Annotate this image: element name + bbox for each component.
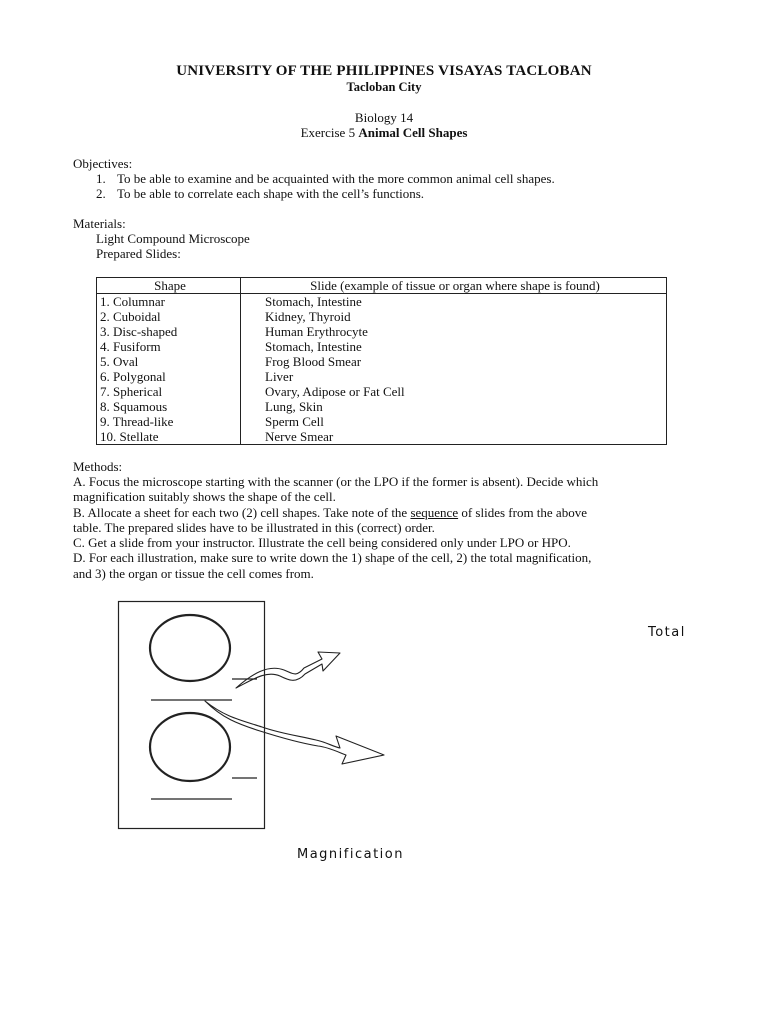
slide-cell: Lung, Skin <box>265 399 323 414</box>
slide-cell: Nerve Smear <box>265 429 334 444</box>
slide-cell: Stomach, Intestine <box>265 339 362 354</box>
materials-heading: Materials: <box>73 216 126 231</box>
objectives-heading: Objectives: <box>73 156 133 171</box>
label-total: Total <box>648 625 686 640</box>
shape-cell: 6. Polygonal <box>97 369 241 384</box>
objective-text: To be able to examine and be acquainted with the more common animal cell shapes. <box>117 171 555 186</box>
table-row <box>97 369 667 384</box>
slide-cell: Liver <box>265 369 294 384</box>
objective-number: 1. <box>96 171 106 186</box>
slide-cell: Sperm Cell <box>265 414 324 429</box>
shape-cell: 1. Columnar <box>97 294 241 310</box>
university-name: UNIVERSITY OF THE PHILIPPINES VISAYAS TACLOBAN <box>176 63 592 79</box>
objective-text: To be able to correlate each shape with the cell’s functions. <box>117 186 424 201</box>
table-row <box>97 294 667 310</box>
shape-cell: 5. Oval <box>97 354 241 369</box>
method-d-line1: D. For each illustration, make sure to write down the 1) shape of the cell, 2) the total magnification, <box>73 550 592 565</box>
cell-circle-top <box>150 615 230 681</box>
methods-heading: Methods: <box>73 459 123 474</box>
label-magnification: Magnification <box>297 847 404 862</box>
shape-cell: 7. Spherical <box>97 384 241 399</box>
method-c: C. Get a slide from your instructor. Illustrate the cell being considered only under LPO or HPO. <box>73 535 571 550</box>
slide-cell: Stomach, Intestine <box>265 294 362 309</box>
method-a-line2: magnification suitably shows the shape of the cell. <box>73 489 336 504</box>
shape-cell: 3. Disc-shaped <box>97 324 241 339</box>
slide-cell: Human Erythrocyte <box>265 324 368 339</box>
sequence-underlined: sequence <box>410 505 459 520</box>
slides-table <box>96 277 667 445</box>
arrow-bottom <box>205 701 384 764</box>
table-row <box>97 429 667 445</box>
material-item: Prepared Slides: <box>96 246 181 261</box>
table-row <box>97 354 667 369</box>
course-title: Biology 14 <box>354 110 414 125</box>
method-b-line1 <box>73 505 587 520</box>
objective-number: 2. <box>96 186 106 201</box>
column-header-slide: Slide (example of tissue or organ where shape is found) <box>241 278 667 294</box>
exercise-name: Animal Cell Shapes <box>358 125 468 140</box>
slide-cell: Frog Blood Smear <box>265 354 362 369</box>
table-header-row <box>97 278 667 294</box>
objective-item-1 <box>96 171 555 186</box>
material-item: Light Compound Microscope <box>96 231 250 246</box>
shape-cell: 10. Stellate <box>97 429 241 445</box>
shape-cell: 2. Cuboidal <box>97 309 241 324</box>
table-row <box>97 324 667 339</box>
cell-circle-bottom <box>150 713 230 781</box>
slide-sheet-outline <box>119 602 265 829</box>
method-b-line2: table. The prepared slides have to be illustrated in this (correct) order. <box>73 520 435 535</box>
arrow-top <box>236 652 340 688</box>
table-row <box>97 309 667 324</box>
column-header-shape: Shape <box>97 278 241 294</box>
method-b-text-end: of slides from the above <box>458 505 587 520</box>
table-row <box>97 339 667 354</box>
shape-cell: 4. Fusiform <box>97 339 241 354</box>
shape-cell: 9. Thread-like <box>97 414 241 429</box>
objective-item-2 <box>96 186 424 201</box>
city-name: Tacloban City <box>346 80 422 94</box>
shape-cell: 8. Squamous <box>97 399 241 414</box>
method-b-text: B. Allocate a sheet for each two (2) cell shapes. Take note of the <box>73 505 411 520</box>
slide-cell: Kidney, Thyroid <box>265 309 351 324</box>
table-row <box>97 414 667 429</box>
method-d-line2: and 3) the organ or tissue the cell comes from. <box>73 566 314 581</box>
table-row <box>97 399 667 414</box>
exercise-number: Exercise 5 <box>300 125 356 140</box>
exercise-title <box>0 125 768 141</box>
table-row <box>97 384 667 399</box>
method-a-line1: A. Focus the microscope starting with the scanner (or the LPO if the former is absent). Decide which <box>73 474 599 489</box>
slide-cell: Ovary, Adipose or Fat Cell <box>265 384 405 399</box>
